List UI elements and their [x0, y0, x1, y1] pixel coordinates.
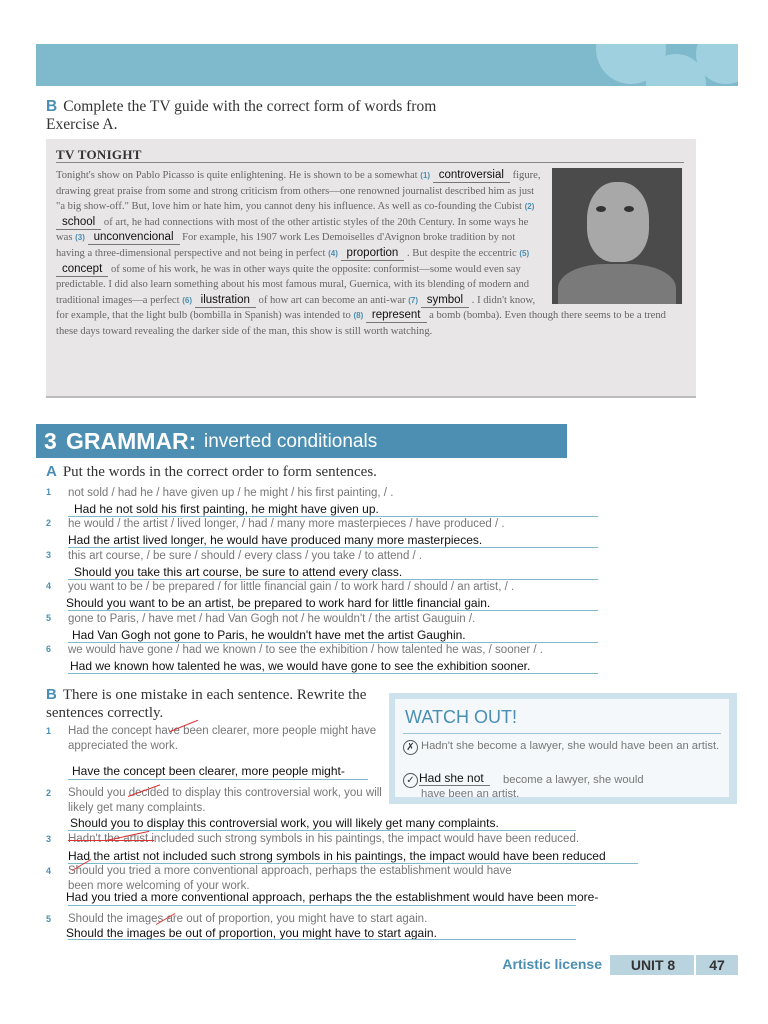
text-segment: . I didn't know, for example, that the light bulb (bombilla in Spanish) was intended to: [56, 294, 536, 322]
instruction-text: There is one mistake in each sentence. Rewrite the sentences correctly.: [46, 687, 367, 721]
section-letter: B: [46, 98, 58, 115]
blank-number: (5): [519, 248, 530, 258]
blank-number: (7): [408, 295, 419, 305]
exercise-a-instruction: [46, 463, 377, 481]
check-icon: ✓: [403, 773, 418, 788]
item-number: 1: [46, 726, 52, 736]
blank-number: (2): [524, 202, 535, 212]
answer-line: [68, 642, 598, 643]
text-segment: of some of his work, he was in other ways quite the opposite: conformist—some would even say predictable. I did also learn something about his most famous mural, Guernica, with its blending of modern and traditional images—a perfect: [56, 263, 530, 306]
item-answer[interactable]: Should you take this art course, be sure to attend every class.: [74, 565, 403, 579]
tv-guide-heading: TV TONIGHT: [56, 147, 142, 162]
item-number: 4: [46, 581, 52, 591]
grammar-banner: [36, 424, 567, 458]
wrong-example: Hadn't she become a lawyer, she would have been an artist.: [421, 740, 720, 752]
blank-answer-1[interactable]: controversial: [433, 169, 510, 183]
item-prompt: Should the images are out of proportion, you might have to start again.: [68, 913, 428, 925]
text-segment: of how art can become an anti-war: [258, 294, 406, 306]
answer-line: [68, 547, 598, 548]
answer-line: [68, 939, 576, 940]
grammar-subtitle: inverted conditionals: [204, 431, 378, 452]
item-answer[interactable]: Have the concept been clearer, more people might-: [72, 764, 345, 778]
item-number: 5: [46, 914, 52, 924]
section-b-vocab-title: [46, 98, 486, 134]
wrong-icon: ✗: [403, 740, 418, 755]
exercise-b-instruction: [46, 686, 376, 722]
item-prompt: we would have gone / had we known / to see the exhibition / how talented he was, / sooner / .: [68, 644, 543, 656]
text-segment: Tonight's show on Pablo Picasso is quite enlightening. He is shown to be a somewhat: [56, 170, 418, 181]
correction-mark: [68, 840, 154, 841]
item-number: 4: [46, 866, 52, 876]
item-number: 3: [46, 550, 52, 560]
blank-number: (6): [182, 295, 192, 305]
item-prompt: you want to be / be prepared / for little financial gain / to work hard / should / an artist, / .: [68, 581, 515, 593]
text-segment: figure, drawing great praise from some and strong criticism from others—one renowned journalist described him as just "a big show-off." But, love him or hate him, you cannot deny his influence. As well as co-founding the Cubist: [56, 170, 541, 213]
item-prompt: Should you tried a more conventional approach, perhaps the establishment would have been more welcoming of your work.: [68, 865, 512, 892]
item-answer[interactable]: Had Van Gogh not gone to Paris, he wouldn't have met the artist Gaughin.: [72, 628, 466, 642]
blank-answer-8[interactable]: represent: [366, 309, 427, 323]
text-segment: For example, his 1907 work Les Demoiselles d'Avignon broke tradition by not having a three-dimensional perspective and not being in perfect: [56, 232, 516, 259]
answer-line: [68, 516, 598, 517]
blank-number: (3): [75, 233, 85, 243]
item-answer[interactable]: Had the artist not included such strong symbols in his paintings, the impact would have been reduced: [68, 849, 606, 863]
blank-answer-5[interactable]: concept: [56, 263, 108, 277]
item-answer[interactable]: Should you to display this controversial work, you will likely get many complaints.: [70, 816, 499, 830]
tv-guide-text: [56, 168, 684, 340]
item-prompt: Should you decided to display this controversial work, you will likely get many complaints.: [68, 787, 382, 814]
answer-line: [68, 673, 598, 674]
picasso-photo: [552, 168, 682, 304]
answer-line: [68, 905, 576, 906]
item-number: 1: [46, 487, 52, 497]
text-segment: a bomb (bomba). Even though there seems to be a trend these days toward revealing the darker side of the man, this show is still worth watching.: [56, 310, 666, 337]
item-number: 6: [46, 644, 52, 654]
answer-line: [68, 579, 598, 580]
divider: [56, 162, 684, 163]
item-prompt: he would / the artist / lived longer, / had / many more masterpieces / have produced / .: [68, 518, 505, 530]
answer-line: [68, 610, 598, 611]
item-answer[interactable]: Had the artist lived longer, he would have produced many more masterpieces.: [68, 533, 483, 547]
item-number: 2: [46, 518, 52, 528]
blank-answer-6[interactable]: ilustration: [195, 294, 256, 308]
watch-out-inner: [395, 699, 729, 800]
tv-guide-box: [46, 139, 696, 398]
blank-answer-3[interactable]: unconvencional: [88, 231, 180, 245]
section-instruction: Complete the TV guide with the correct form of words from Exercise A.: [46, 98, 437, 133]
text-segment: . But despite the eccentric: [407, 247, 517, 259]
grammar-number: 3: [44, 428, 57, 454]
footer-title: Artistic license: [502, 956, 602, 972]
blank-answer-4[interactable]: proportion: [341, 247, 405, 261]
blank-number: (4): [328, 248, 338, 258]
item-prompt: gone to Paris, / have met / had Van Gogh not / he wouldn't / the artist Gauguin /.: [68, 613, 476, 625]
item-prompt: not sold / had he / have given up / he might / his first painting, / .: [68, 487, 394, 499]
watch-out-box: [389, 693, 737, 804]
answer-line: [68, 779, 368, 780]
top-banner: [36, 44, 738, 86]
blank-answer-2[interactable]: school: [56, 216, 101, 230]
right-answer[interactable]: Had she not: [419, 771, 490, 786]
grammar-label: GRAMMAR:: [66, 428, 197, 454]
text-segment: of art, he had connections with most of the other artistic styles of the 20th Century. In some ways he was: [56, 216, 529, 244]
page-number: 47: [694, 955, 738, 975]
item-answer[interactable]: Should you want to be an artist, be prepared to work hard for little financial gain.: [66, 596, 491, 610]
item-prompt: this art course, / be sure / should / every class / you take / to attend / .: [68, 550, 423, 562]
instruction-text: Put the words in the correct order to form sentences.: [62, 464, 377, 480]
right-example: have been an artist.: [421, 788, 520, 800]
item-number: 3: [46, 834, 52, 844]
section-letter: B: [46, 686, 57, 703]
item-prompt: Hadn't the artist included such strong symbols in his paintings, the impact would have been reduced.: [68, 833, 580, 845]
item-answer[interactable]: Had he not sold his first painting, he might have given up.: [74, 502, 379, 516]
item-answer[interactable]: Should the images be out of proportion, you might have to start again.: [66, 926, 437, 940]
right-example: become a lawyer, she would: [503, 774, 644, 786]
item-number: 2: [46, 788, 52, 798]
item-answer[interactable]: Had you tried a more conventional approach, perhaps the the establishment would have been more-: [66, 890, 599, 904]
unit-label: UNIT 8: [610, 955, 696, 975]
item-answer[interactable]: Had we known how talented he was, we would have gone to see the exhibition sooner.: [70, 659, 531, 673]
item-number: 5: [46, 613, 52, 623]
divider: [403, 733, 721, 734]
watch-out-title: WATCH OUT!: [405, 707, 517, 727]
item-prompt: Had the concept have been clearer, more people might have appreciated the work.: [68, 725, 377, 752]
section-letter: A: [46, 463, 57, 480]
blank-number: (1): [420, 171, 431, 180]
blank-number: (8): [353, 311, 364, 321]
blank-answer-7[interactable]: symbol: [421, 294, 469, 308]
page-footer: [478, 955, 738, 975]
